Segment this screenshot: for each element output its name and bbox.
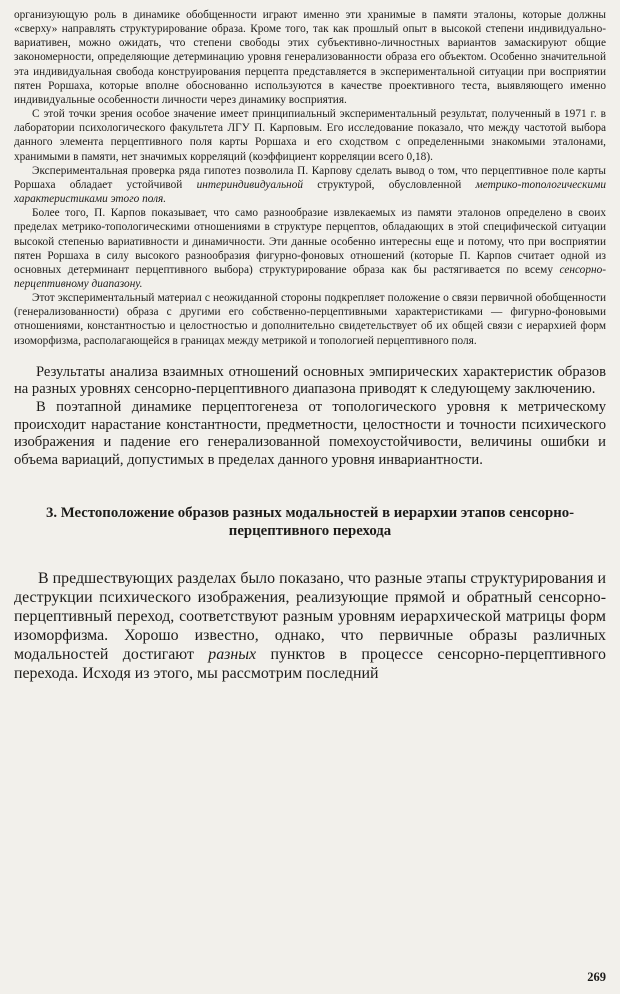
small-print-section <box>14 8 606 348</box>
paragraph-1: организующую роль в динамике обобщенности играют именно эти хранимые в памяти эталоны, которые должны «сверху» направлять структурирование образа. Кроме того, так как прошлый опыт в высокой степени индивидуально-вариативен, можно ожидать, что степени свободы этих субъективно-личностных вариантов замаскируют общие закономерности, определяющие детерминацию уровня генерализованности образа его объектом. Особенно значительной эта индивидуальная свобода конструирования перцепта представляется в экспериментальной ситуации при восприятии пятен Роршаха, которые вполне обоснованно используются в качестве проективного теста, выявляющего именно индивидуальные особенности личности через динамику восприятия. <box>14 9 606 106</box>
paragraph-7: В поэтапной динамике перцептогенеза от топологического уровня к метрическому происходит нарастание константности, предметности, целостности и точности психического изображения и падение его генерализованной помехоустойчивости, величины ошибки и объема вариаций, допустимых в пределах данного уровня инвариантности. <box>14 398 606 468</box>
paragraph-3-text-a: Экспериментальная проверка ряда гипотез позволила П. Карпову сделать вывод о том, что перцептивное поле карты Роршаха обладает устойчивой <box>14 164 606 191</box>
paragraph-4-emphasis: сенсорно-перцептивному диапазону. <box>14 263 606 290</box>
paragraph-8-emphasis: разных <box>208 646 257 664</box>
paragraph-5: Этот экспериментальный материал с неожиданной стороны подкрепляет положение о связи первичной обобщенности (генерализованности) образа с другими его собственно-перцептивными характеристиками — фигурно-фоновыми отношениями, константностью и целостностью и дополнительно свидетельствует об их общей связи с иерархией форм изоморфизма, располагающейся в границах между метрикой и топологией перцептивного поля. <box>14 292 606 347</box>
paragraph-3-emphasis-b: метрико-топологическими характеристиками этого поля. <box>14 178 606 206</box>
section-body <box>14 569 606 684</box>
paragraph-3-text-b: структурой, обусловленной <box>303 178 476 191</box>
paragraph-4 <box>14 206 606 291</box>
page-number: 269 <box>587 970 606 984</box>
paragraph-8-text-b: пунктов в процессе сенсорно-перцептивного перехода. Исходя из этого, мы рассмотрим последний <box>14 646 606 683</box>
section-heading: 3. Местоположение образов разных модальностей в иерархии этапов сенсорно-перцептивного перехода <box>45 505 575 540</box>
paragraph-2: С этой точки зрения особое значение имеет принципиальный экспериментальный результат, полученный в 1971 г. в лаборатории психологического факультета ЛГУ П. Карповым. Его исследование показало, что между частотой выбора данного элемента перцептивного поля карты Роршаха и его сходством с определенными знакомыми эталонами, хранимыми в памяти, нет значимых корреляций (коэффициент корреляции всего 0,18). <box>14 108 606 163</box>
paragraph-6: Результаты анализа взаимных отношений основных эмпирических характеристик образов на разных уровнях сенсорно-перцептивного диапазона приводят к следующему заключению. <box>14 363 606 398</box>
page <box>14 8 606 683</box>
paragraph-8 <box>14 569 606 684</box>
paragraph-3 <box>14 164 606 206</box>
conclusion-section <box>14 364 606 470</box>
paragraph-8-text-a: В предшествующих разделах было показано, что разные этапы структурирования и деструкции психического изображения, реализующие прямой и обратный сенсорно-перцептивный переход, соответствуют разным уровням иерархической матрицы форм изоморфизма. Хорошо известно, однако, что первичные образы различных модальностей достигают <box>14 569 606 664</box>
paragraph-3-emphasis-a: интериндивидуальной <box>196 178 304 191</box>
paragraph-4-text: Более того, П. Карпов показывает, что само разнообразие извлекаемых из памяти эталонов определено в своих пределах метрико-топологическими отношениями в структуре перцептов, обладающих в этой специфической ситуации высокой степенью вариативности и динамичности. Эти данные особенно интересны еще и потому, что при восприятии пятен Роршаха в силу высокого разнообразия фигурно-фоновых отношений (которые П. Карпов считает одной из основных детерминант перцептивного выбора) структурирование образа как бы растягивается по всему <box>14 207 606 276</box>
